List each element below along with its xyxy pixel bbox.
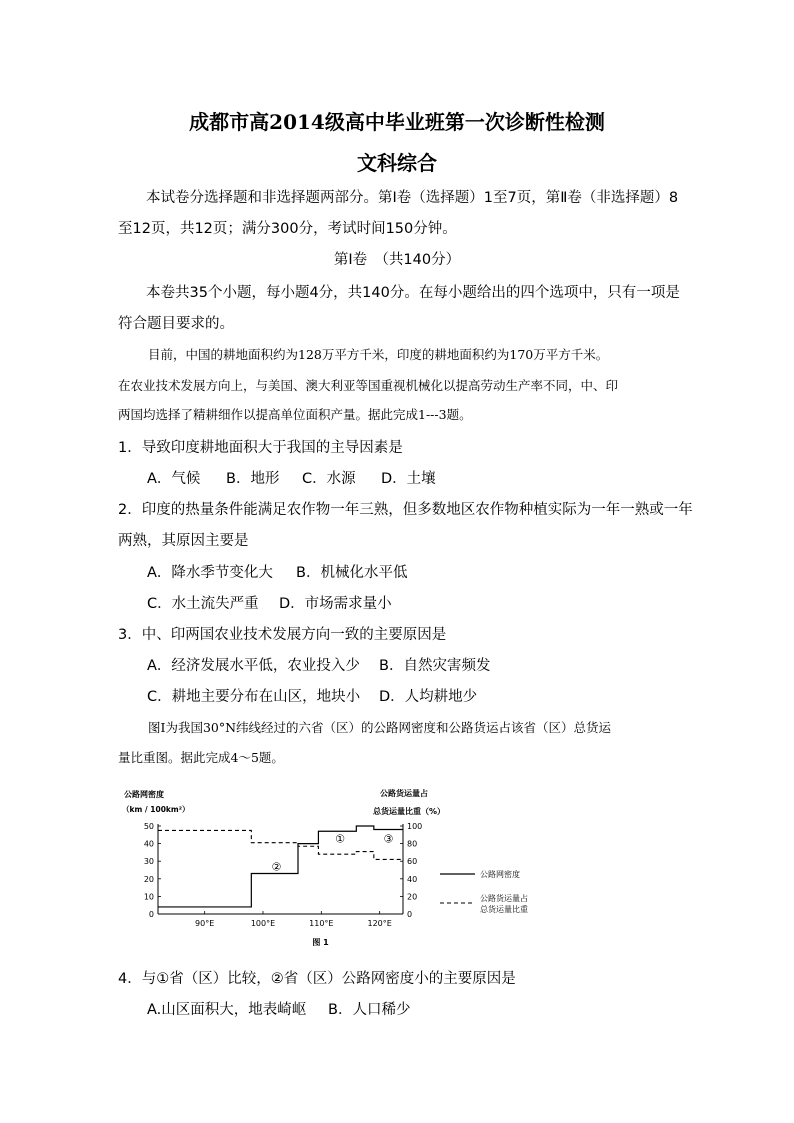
x-tick-label: 110°E (309, 919, 334, 928)
question-2-option-b: B．机械化水平低 (296, 565, 408, 581)
region-mark-label: ③ (383, 832, 394, 846)
region-mark-label: ② (271, 860, 282, 874)
question-1-option-d: D．土壤 (381, 471, 436, 487)
question-2-option-d: D．市场需求量小 (279, 596, 392, 612)
intro-line-2: 至12页，共12页；满分300分，考试时间150分钟。 (118, 221, 457, 237)
left-tick-label: 30 (143, 857, 154, 867)
left-tick-label: 40 (143, 839, 154, 849)
question-3-option-b: B．自然灾害频发 (379, 658, 491, 674)
x-tick-label: 120°E (367, 919, 392, 928)
right-axis-label-line-1: 公路货运量占 (380, 789, 428, 798)
question-1-stem: 1．导致印度耕地面积大于我国的主导因素是 (118, 440, 403, 456)
left-tick-label: 10 (143, 892, 154, 902)
question-2-stem-line-2: 两熟，其原因主要是 (118, 533, 249, 549)
x-tick-label: 90°E (195, 919, 215, 928)
question-3-option-a: A．经济发展水平低，农业投入少 (147, 658, 360, 674)
legend-dashed-label-line-1: 公路货运量占 (480, 894, 528, 903)
left-axis-label-line-1: 公路网密度 (124, 790, 164, 799)
left-tick-label: 0 (148, 910, 154, 919)
question-3-stem: 3．中、印两国农业技术发展方向一致的主要原因是 (118, 627, 447, 643)
right-tick-label: 40 (407, 874, 418, 884)
right-tick-label: 0 (407, 910, 413, 919)
question-1-option-b: B．地形 (226, 471, 280, 487)
question-4-option-a: A.山区面积大，地表崎岖 (147, 1002, 307, 1018)
right-tick-label: 60 (407, 857, 418, 867)
question-1-option-a: A．气候 (147, 471, 201, 487)
page-subtitle: 文科综合 (357, 151, 437, 175)
question-3-option-c: C．耕地主要分布在山区，地块小 (147, 689, 361, 705)
right-tick-label: 100 (407, 822, 423, 831)
road-density-chart (118, 782, 558, 954)
section-heading: 第Ⅰ卷 （共140分） (333, 252, 461, 268)
right-tick-label: 20 (407, 892, 418, 902)
left-tick-label: 20 (143, 874, 154, 884)
question-2-stem-line-1: 2．印度的热量条件能满足农作物一年三熟，但多数地区农作物种植实际为一年一熟或一年 (118, 502, 693, 518)
question-2-option-c: C．水土流失严重 (147, 596, 259, 612)
passage-2-line-2: 量比重图。据此完成4～5题。 (118, 750, 284, 765)
freight-share-line (158, 830, 403, 859)
question-4-option-b: B．人口稀少 (328, 1002, 411, 1018)
passage-1-line-1: 目前，中国的耕地面积约为128万平方千米，印度的耕地面积约为170万平方千米。 (148, 347, 609, 362)
right-tick-label: 80 (407, 839, 418, 849)
left-axis-label-line-2: （km / 100km²） (122, 805, 190, 814)
passage-1-line-2: 在农业技术发展方向上，与美国、澳大利亚等国重视机械化以提高劳动生产率不同，中、印 (118, 378, 619, 393)
legend-dashed-label-line-2: 总货运量比重 (480, 905, 528, 914)
x-tick-label: 100°E (250, 919, 276, 928)
right-axis-label-line-2: 总货运量比重（%） (373, 807, 446, 816)
page-title: 成都市高2014级高中毕业班第一次诊断性检测 (189, 110, 605, 134)
instructions-line-1: 本卷共35个小题，每小题4分，共140分。在每小题给出的四个选项中，只有一项是 (146, 285, 680, 301)
left-tick-label: 50 (143, 822, 154, 831)
legend-solid-label: 公路网密度 (480, 870, 520, 879)
question-2-option-a: A．降水季节变化大 (147, 565, 273, 581)
passage-2-line-1: 图Ⅰ为我国30°N纬线经过的六省（区）的公路网密度和公路货运占该省（区）总货运 (148, 720, 612, 735)
question-3-option-d: D．人均耕地少 (379, 689, 478, 705)
instructions-line-2: 符合题目要求的。 (118, 316, 234, 332)
figure-label: 图 1 (312, 938, 329, 947)
intro-line-1: 本试卷分选择题和非选择题两部分。第Ⅰ卷（选择题）1至7页，第Ⅱ卷（非选择题）8 (146, 190, 679, 206)
passage-1-line-3: 两国均选择了精耕细作以提高单位面积产量。据此完成1---3题。 (118, 407, 472, 422)
region-mark-label: ① (335, 832, 345, 846)
question-1-option-c: C．水源 (302, 471, 356, 487)
question-4-stem: 4．与①省（区）比较，②省（区）公路网密度小的主要原因是 (118, 971, 516, 987)
